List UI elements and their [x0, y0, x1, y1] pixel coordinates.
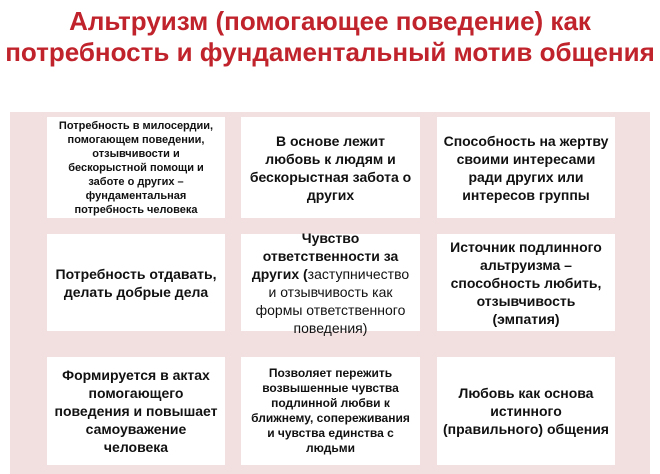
cell-need-give: Потребность отдавать, делать добрые дела: [47, 234, 225, 331]
cell-responsibility-normal: заступничество и отзывчивость как формы ответственного поведения): [255, 265, 410, 336]
cell-sacrifice: Способность на жертву своими интересами ради других или интересов группы: [437, 117, 615, 218]
cell-love-communication: Любовь как основа истинного (правильного) общения: [437, 357, 615, 465]
cell-responsibility: [241, 229, 420, 336]
cell-source-altruism: Источник подлинного альтруизма – способность любить, отзывчивость (эмпатия): [437, 234, 615, 331]
cell-self-esteem: Формируется в актах помогающего поведения и повышает самоуважение человека: [47, 357, 225, 465]
cell-love-basis: В основе лежит любовь к людям и бескорыстная забота о других: [241, 117, 420, 218]
cell-responsibility-bold: Чувство ответственности за других (: [251, 229, 399, 282]
cell-need-mercy: Потребность в милосердии, помогающем поведении, отзывчивости и бескорыстной помощи и заботе о других – фундаментальная потребность человека: [47, 117, 225, 218]
slide-title: Альтруизм (помогающее поведение) как потребность и фундаментальный мотив общения: [5, 6, 655, 67]
cell-exalted-feelings: Позволяет пережить возвышенные чувства подлинной любви к ближнему, сопереживания и чувства единства с людьми: [241, 357, 420, 465]
